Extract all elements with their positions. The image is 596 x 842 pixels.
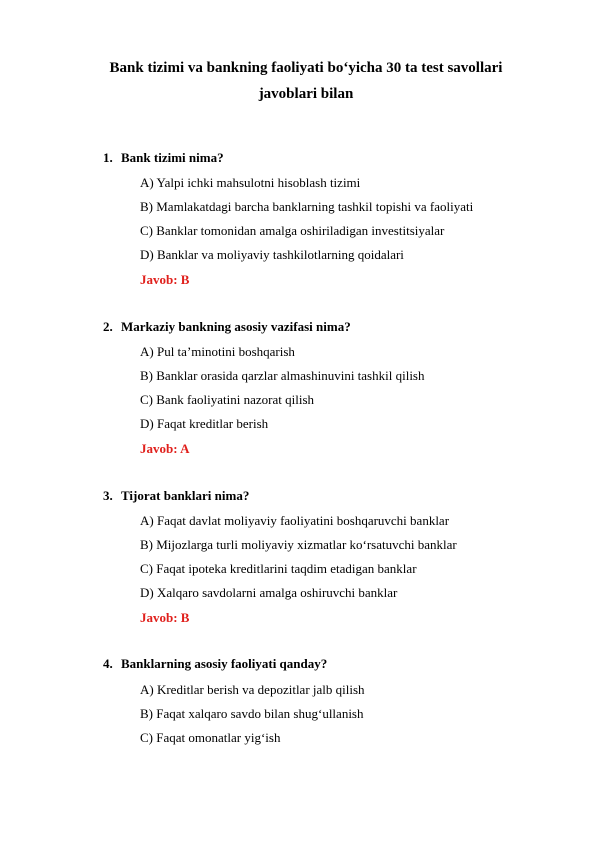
question-number: 3. (103, 488, 113, 503)
question-3-option-a: A) Faqat davlat moliyaviy faoliyatini boshqaruvchi banklar (140, 513, 450, 528)
question-4-option-a: A) Kreditlar berish va depozitlar jalb qilish (140, 682, 365, 697)
question-2 (103, 319, 351, 335)
question-2-answer: Javob: A (140, 441, 190, 456)
question-number: 4. (103, 656, 113, 671)
question-4 (103, 656, 327, 672)
question-4-option-c: C) Faqat omonatlar yig‘ish (140, 730, 281, 745)
question-1-answer: Javob: B (140, 272, 190, 287)
question-text: Banklarning asosiy faoliyati qanday? (121, 656, 328, 671)
document-title-line-1: Bank tizimi va bankning faoliyati bo‘yicha 30 ta test savollari (109, 60, 503, 76)
question-3-option-d: D) Xalqaro savdolarni amalga oshiruvchi banklar (140, 585, 398, 600)
question-1 (103, 150, 224, 166)
question-1-option-c: C) Banklar tomonidan amalga oshiriladigan investitsiyalar (140, 223, 445, 238)
question-2-option-d: D) Faqat kreditlar berish (140, 416, 269, 431)
question-3-option-c: C) Faqat ipoteka kreditlarini taqdim etadigan banklar (140, 561, 417, 576)
question-text: Markaziy bankning asosiy vazifasi nima? (121, 319, 351, 334)
question-1-option-d: D) Banklar va moliyaviy tashkilotlarning qoidalari (140, 247, 404, 262)
document-title-line-2: javoblari bilan (258, 86, 354, 102)
question-1-option-a: A) Yalpi ichki mahsulotni hisoblash tizimi (140, 175, 361, 190)
question-3-answer: Javob: B (140, 610, 190, 625)
question-text: Tijorat banklari nima? (121, 488, 250, 503)
question-3 (103, 488, 249, 504)
question-3-option-b: B) Mijozlarga turli moliyaviy xizmatlar ko‘rsatuvchi banklar (140, 537, 457, 552)
question-number: 2. (103, 319, 113, 334)
question-number: 1. (103, 150, 113, 165)
question-1-option-b: B) Mamlakatdagi barcha banklarning tashkil topishi va faoliyati (140, 199, 474, 214)
question-2-option-c: C) Bank faoliyatini nazorat qilish (140, 392, 315, 407)
question-2-option-a: A) Pul ta’minotini boshqarish (140, 344, 295, 359)
question-2-option-b: B) Banklar orasida qarzlar almashinuvini tashkil qilish (140, 368, 425, 383)
question-4-option-b: B) Faqat xalqaro savdo bilan shug‘ullanish (140, 706, 364, 721)
question-text: Bank tizimi nima? (121, 150, 224, 165)
